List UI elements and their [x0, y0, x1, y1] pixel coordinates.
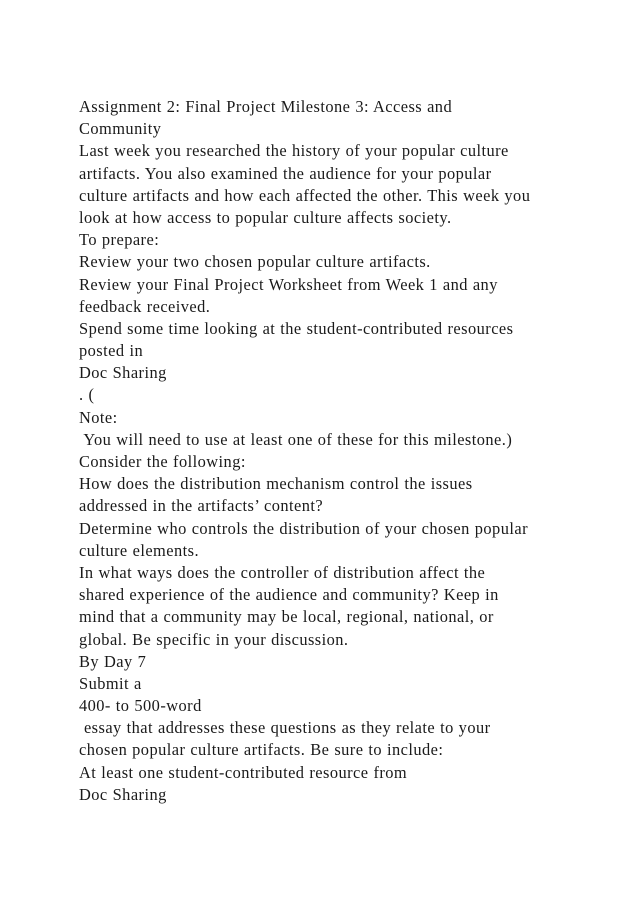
document-line: culture artifacts and how each affected the other. This week you — [79, 185, 531, 205]
document-line: chosen popular culture artifacts. Be sure to include: — [79, 740, 444, 760]
document-line: shared experience of the audience and community? Keep in — [79, 585, 499, 605]
document-line: You will need to use at least one of these for this milestone.) — [79, 429, 513, 449]
document-line: Assignment 2: Final Project Milestone 3: Access and — [79, 97, 453, 116]
document-line: Review your Final Project Worksheet from Week 1 and any — [79, 274, 498, 294]
document-line: At least one student-contributed resource from — [79, 762, 408, 782]
document-line: posted in — [79, 341, 144, 361]
document-line: Doc Sharing — [79, 784, 167, 804]
document-line: feedback received. — [79, 296, 211, 316]
document-line: look at how access to popular culture affects society. — [79, 207, 452, 227]
document-line: Note: — [79, 407, 118, 427]
document-line: Submit a — [79, 673, 142, 693]
document-line: Community — [79, 119, 162, 139]
document-body — [79, 96, 624, 806]
document-line: By Day 7 — [79, 651, 147, 671]
document-line: essay that addresses these questions as they relate to your — [79, 718, 491, 738]
document-line: . ( — [79, 385, 95, 405]
document-line: How does the distribution mechanism control the issues — [79, 474, 473, 494]
document-line: 400- to 500-word — [79, 696, 202, 716]
document-line: Spend some time looking at the student-contributed resources — [79, 318, 514, 338]
document-line: culture elements. — [79, 540, 200, 560]
document-line: To prepare: — [79, 230, 160, 250]
document-line: addressed in the artifacts’ content? — [79, 496, 324, 516]
document-line: mind that a community may be local, regional, national, or — [79, 607, 494, 627]
document-line: In what ways does the controller of distribution affect the — [79, 562, 486, 582]
document-line: global. Be specific in your discussion. — [79, 629, 349, 649]
document-line: Determine who controls the distribution of your chosen popular — [79, 518, 528, 538]
document-line: Consider the following: — [79, 452, 246, 471]
document-line: Last week you researched the history of your popular culture — [79, 141, 509, 161]
document-line: artifacts. You also examined the audience for your popular — [79, 163, 492, 183]
document-line: Review your two chosen popular culture artifacts. — [79, 252, 431, 272]
document-line: Doc Sharing — [79, 363, 167, 383]
